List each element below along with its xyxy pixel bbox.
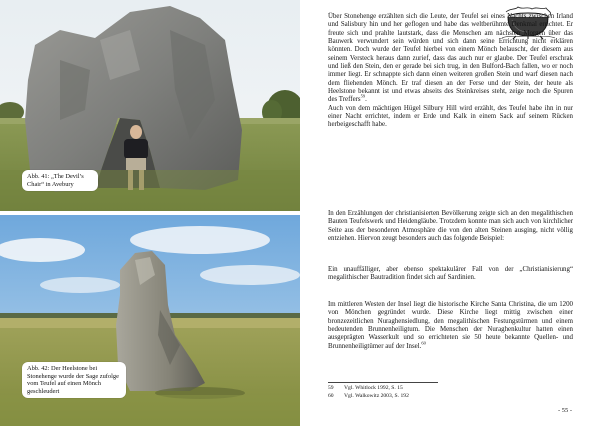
footnote-ref-60[interactable]: 60	[421, 340, 426, 346]
paragraph1-part-b: Auch von dem mächtigen Hügel Silbury Hill wird erzählt, des Teufel habe ihn in nur einer Nacht errichtet, indem er Erde und Kalk in einem Sack auf seinem Rücken herbeigeschafft habe.	[328, 104, 573, 129]
footnote-text: Vgl. Walkowitz 2003, S. 192	[344, 393, 409, 399]
paragraph1-part-a-end: .	[365, 96, 367, 104]
caption-heelstone: Abb. 42: Der Heelstone bei Stonehenge wurde der Sage zufolge vom Teufel auf einen Mönch geschleudert	[22, 362, 126, 398]
caption-devils-chair: Abb. 41: „The Devil’s Chair“ in Avebury	[22, 170, 98, 191]
paragraph4-text: Im mittleren Westen der Insel liegt die historische Kirche Santa Christina, die um 1200 von Mönchen gegründet wurde. Diese Kirche liegt mittig zwischen einer bronzezeitlichen Nuraghensiedlung, den megalithischen Festungstürmen und einem bedeutenden Brunnenheiligtum. Die Menschen der Nuraghenkultur hatten einen ausgeprägten Wasserkult und so errichteten sie 50 heute bekannte Quellen- und Brunnenheiligtümer auf der Insel.	[328, 301, 573, 350]
paragraph-santa-christina	[328, 301, 573, 351]
footnote-number: 60	[328, 393, 334, 399]
paragraph-stonehenge-legend	[328, 13, 573, 130]
footnote-divider	[328, 382, 438, 383]
paragraph-sardinia: Ein unauffälliger, aber ebenso spektakulärer Fall von der „Christianisierung“ megalithischer Bautradition findet sich auf Sardinien.	[328, 266, 573, 282]
footnote-text: Vgl. Whitlock 1992, S. 15	[344, 385, 403, 391]
page-number: - 55 -	[558, 407, 573, 414]
paragraph1-part-a: Über Stonehenge erzählten sich die Leute, der Teufel sei eines Nachts zwischen Irland und Salisbury hin und her geflogen und habe das weltberühmte Denkmal errichtet. Er freute sich und prahlte lautstark, dass die Menschen am nächsten Morgen über das Bauwerk verwundert sein würden und sich dann seine Errichtung nicht erklären könnten. Doch wurde der Teufel hierbei von einem Mönch belauscht, der diesem aus seinem Versteck heraus dann zurief, dass das auch nur er glaube. Der Teufel erschrak und ließ den Stein, den er gerade bei sich trug, in den Bulford-Bach fallen, wo er noch immer liegt. Er schnappte sich dann einen weiteren großen Stein und warf diesen nach dem fliehenden Mönch. Er traf diesen an der Ferse und der Stein, der heute als Heelstone bekannt ist und etwas abseits des Steinkreises steht, zeige noch die Spuren des Treffers	[328, 13, 573, 104]
footnote-item	[328, 384, 478, 392]
paragraph-christianisation: In den Erzählungen der christianisierten Bevölkerung zeigte sich an den megalithischen Bauten Teufelswerk und Heidengläube. Trotzdem konnte man sich auch von kirchlicher Seite aus der besonderen Atmosphäre die von den alten Steinen ausging, nicht völlig entziehen. Hiervon zeugt besonders auch das folgende Beispiel:	[328, 210, 573, 243]
footnotes	[328, 384, 478, 400]
footnote-item	[328, 392, 478, 400]
footnote-number: 59	[328, 385, 334, 391]
footnote-ref-59[interactable]: 59	[360, 94, 366, 100]
